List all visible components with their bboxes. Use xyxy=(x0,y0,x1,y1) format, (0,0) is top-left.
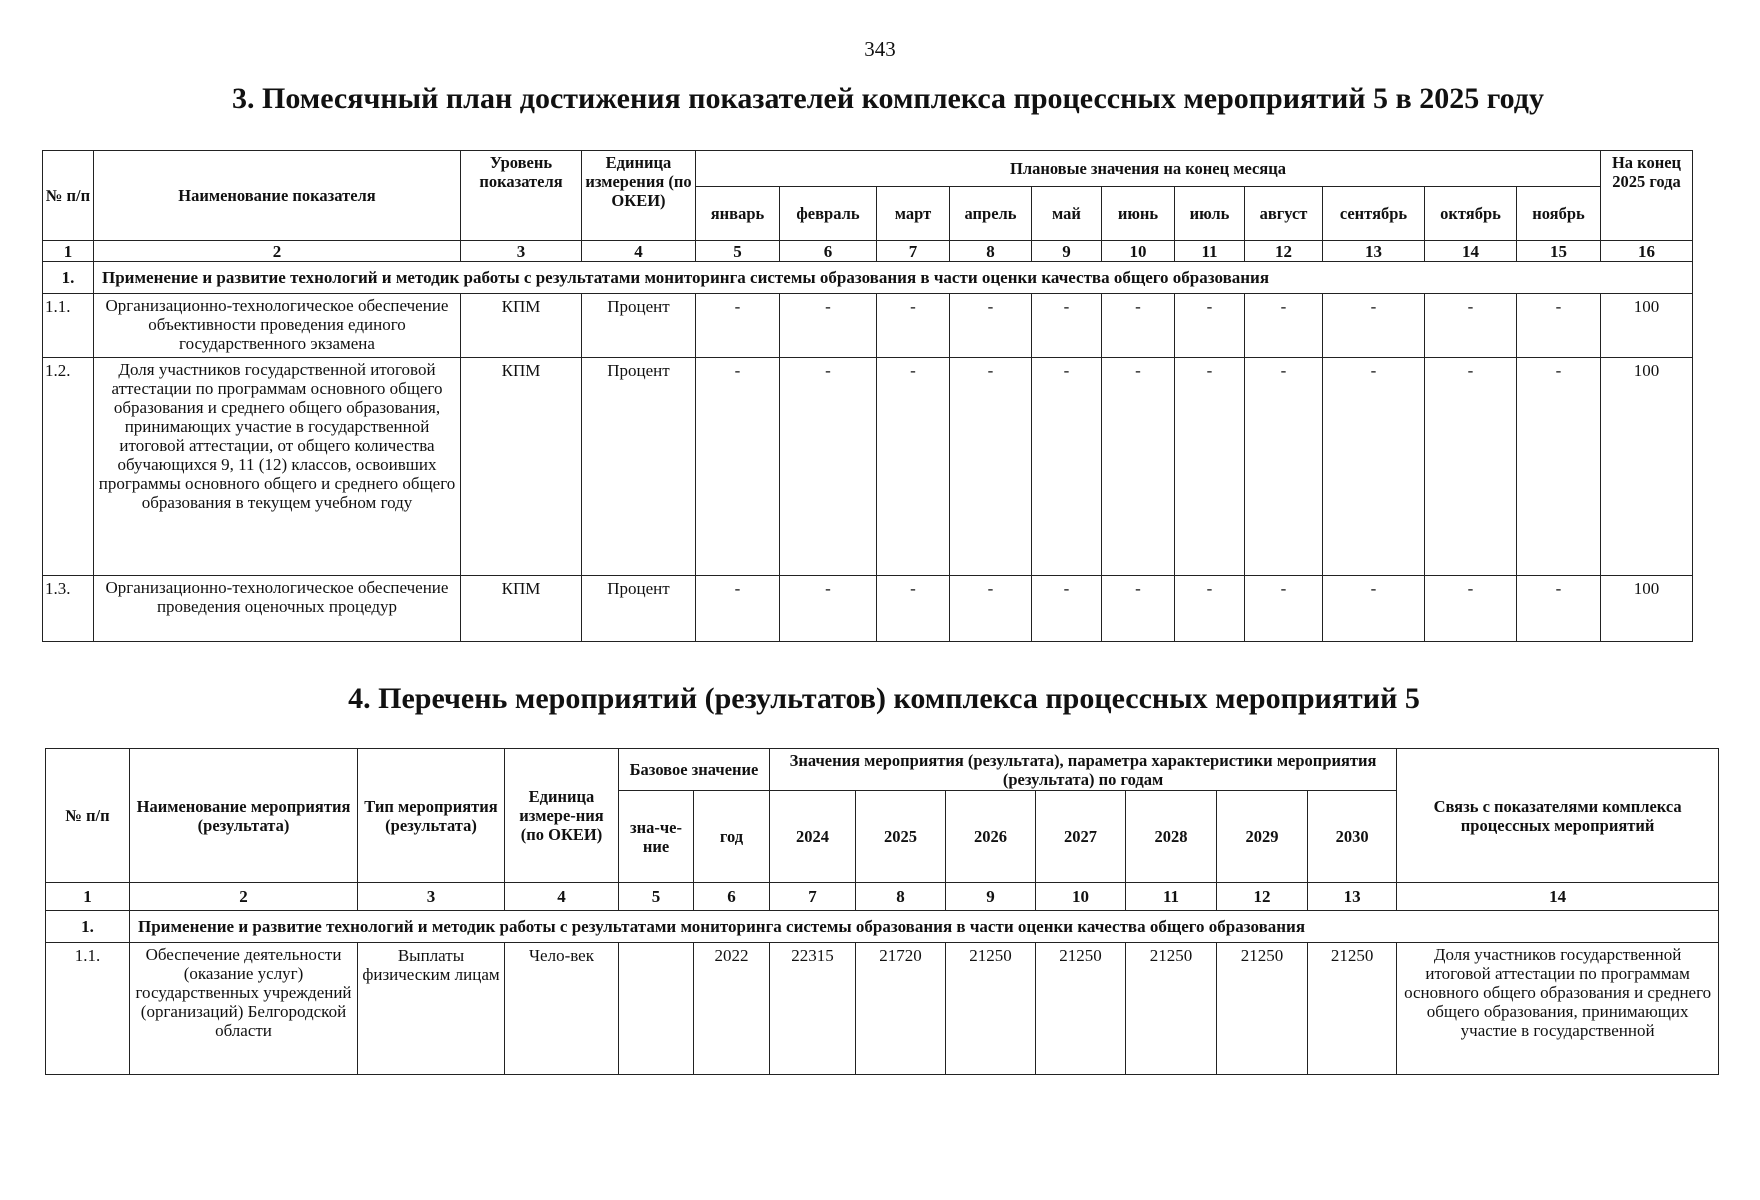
column-number: 5 xyxy=(696,241,780,262)
month-value: - xyxy=(1102,576,1175,642)
year-value: 21250 xyxy=(1126,943,1217,1075)
month-value: - xyxy=(1425,576,1517,642)
section-row xyxy=(46,911,1719,943)
activity-unit: Чело-век xyxy=(505,943,619,1075)
year-header: 2029 xyxy=(1217,791,1308,883)
section-number: 1. xyxy=(46,911,130,943)
month-value: - xyxy=(780,294,877,358)
month-value: - xyxy=(1425,358,1517,576)
column-number: 9 xyxy=(946,883,1036,911)
column-number: 10 xyxy=(1036,883,1126,911)
indicator-level: КПМ xyxy=(461,576,582,642)
column-number: 3 xyxy=(358,883,505,911)
month-value: - xyxy=(1032,294,1102,358)
end-of-year-value: 100 xyxy=(1601,294,1693,358)
column-number: 11 xyxy=(1175,241,1245,262)
month-value: - xyxy=(1517,358,1601,576)
row-number: 1.1. xyxy=(46,943,130,1075)
base-value xyxy=(619,943,694,1075)
month-value: - xyxy=(1102,294,1175,358)
year-header: 2026 xyxy=(946,791,1036,883)
year-header: 2025 xyxy=(856,791,946,883)
row-number: 1.3. xyxy=(43,576,94,642)
column-number: 2 xyxy=(94,241,461,262)
column-number: 14 xyxy=(1397,883,1719,911)
header-activity-type: Тип мероприятия (результата) xyxy=(358,749,505,883)
column-number: 6 xyxy=(780,241,877,262)
year-value: 21250 xyxy=(1217,943,1308,1075)
month-header: сентябрь xyxy=(1323,187,1425,241)
column-number: 6 xyxy=(694,883,770,911)
column-number: 3 xyxy=(461,241,582,262)
activities-table xyxy=(45,748,1719,1075)
column-number: 12 xyxy=(1217,883,1308,911)
month-value: - xyxy=(1032,576,1102,642)
section-number: 1. xyxy=(43,262,94,294)
indicator-level: КПМ xyxy=(461,358,582,576)
header-base-value: Базовое значение xyxy=(619,749,770,791)
column-number: 13 xyxy=(1323,241,1425,262)
table-row xyxy=(43,294,1693,358)
row-number: 1.1. xyxy=(43,294,94,358)
month-value: - xyxy=(1517,294,1601,358)
month-header: февраль xyxy=(780,187,877,241)
header-end-of-year: На конец 2025 года xyxy=(1601,151,1693,241)
month-header: март xyxy=(877,187,950,241)
month-value: - xyxy=(877,294,950,358)
column-number: 12 xyxy=(1245,241,1323,262)
header-base-value-value: зна-че-ние xyxy=(619,791,694,883)
column-number: 1 xyxy=(43,241,94,262)
header-indicator-level: Уровень показателя xyxy=(461,151,582,241)
year-value: 21250 xyxy=(1036,943,1126,1075)
month-value: - xyxy=(1032,358,1102,576)
month-header: январь xyxy=(696,187,780,241)
column-number: 13 xyxy=(1308,883,1397,911)
header-num: № п/п xyxy=(43,151,94,241)
month-value: - xyxy=(877,358,950,576)
header-indicator-name: Наименование показателя xyxy=(94,151,461,241)
month-value: - xyxy=(1245,294,1323,358)
month-value: - xyxy=(780,576,877,642)
month-value: - xyxy=(696,358,780,576)
month-value: - xyxy=(696,576,780,642)
year-header: 2027 xyxy=(1036,791,1126,883)
month-value: - xyxy=(1245,576,1323,642)
year-value: 21250 xyxy=(946,943,1036,1075)
indicator-unit: Процент xyxy=(582,576,696,642)
month-value: - xyxy=(1175,294,1245,358)
year-header: 2028 xyxy=(1126,791,1217,883)
table-row xyxy=(43,576,1693,642)
month-value: - xyxy=(1175,576,1245,642)
indicator-name: Организационно-технологическое обеспечение проведения оценочных процедур xyxy=(94,576,461,642)
column-number: 9 xyxy=(1032,241,1102,262)
column-numbers-row xyxy=(43,241,1693,262)
indicator-name: Доля участников государственной итоговой аттестации по программам основного общего образования и среднего общего образования, принимающих участие в государственной итоговой аттестации, от общего количества обучающихся 9, 11 (12) классов, освоивших программы основного общего и среднего общего образования в текущем учебном году xyxy=(94,358,461,576)
table-row xyxy=(43,358,1693,576)
section-3-title: 3. Помесячный план достижения показателей комплекса процессных мероприятий 5 в 2025 году xyxy=(232,82,1544,115)
year-value: 22315 xyxy=(770,943,856,1075)
column-number: 1 xyxy=(46,883,130,911)
month-value: - xyxy=(1102,358,1175,576)
column-number: 11 xyxy=(1126,883,1217,911)
month-header: август xyxy=(1245,187,1323,241)
month-value: - xyxy=(1425,294,1517,358)
month-value: - xyxy=(950,294,1032,358)
column-numbers-row xyxy=(46,883,1719,911)
section-4-title: 4. Перечень мероприятий (результатов) комплекса процессных мероприятий 5 xyxy=(348,682,1420,715)
base-year: 2022 xyxy=(694,943,770,1075)
column-number: 10 xyxy=(1102,241,1175,262)
month-header: июль xyxy=(1175,187,1245,241)
page-number: 343 xyxy=(864,37,896,61)
table-row xyxy=(46,943,1719,1075)
month-value: - xyxy=(1517,576,1601,642)
month-value: - xyxy=(1323,294,1425,358)
column-number: 2 xyxy=(130,883,358,911)
end-of-year-value: 100 xyxy=(1601,358,1693,576)
column-number: 8 xyxy=(950,241,1032,262)
year-value: 21250 xyxy=(1308,943,1397,1075)
month-value: - xyxy=(950,358,1032,576)
month-value: - xyxy=(1175,358,1245,576)
column-number: 7 xyxy=(770,883,856,911)
month-value: - xyxy=(1323,576,1425,642)
month-header: июнь xyxy=(1102,187,1175,241)
header-base-value-year: год xyxy=(694,791,770,883)
year-header: 2030 xyxy=(1308,791,1397,883)
column-number: 14 xyxy=(1425,241,1517,262)
section-row xyxy=(43,262,1693,294)
month-value: - xyxy=(696,294,780,358)
end-of-year-value: 100 xyxy=(1601,576,1693,642)
header-activity-name: Наименование мероприятия (результата) xyxy=(130,749,358,883)
indicator-unit: Процент xyxy=(582,294,696,358)
linked-indicator: Доля участников государственной итоговой аттестации по программам основного общего образования и среднего общего образования, принимающих участие в государственной xyxy=(1397,943,1719,1075)
header-values-by-year: Значения мероприятия (результата), параметра характеристики мероприятия (результата) по годам xyxy=(770,749,1397,791)
column-number: 4 xyxy=(505,883,619,911)
column-number: 4 xyxy=(582,241,696,262)
month-value: - xyxy=(780,358,877,576)
column-number: 7 xyxy=(877,241,950,262)
month-value: - xyxy=(950,576,1032,642)
column-number: 8 xyxy=(856,883,946,911)
activity-name: Обеспечение деятельности (оказание услуг) государственных учреждений (организаций) Белгородской области xyxy=(130,943,358,1075)
month-header: октябрь xyxy=(1425,187,1517,241)
header-planned-values: Плановые значения на конец месяца xyxy=(696,151,1601,187)
header-unit: Единица измере-ния (по ОКЕИ) xyxy=(505,749,619,883)
row-number: 1.2. xyxy=(43,358,94,576)
year-header: 2024 xyxy=(770,791,856,883)
month-value: - xyxy=(1323,358,1425,576)
month-header: апрель xyxy=(950,187,1032,241)
year-value: 21720 xyxy=(856,943,946,1075)
month-value: - xyxy=(877,576,950,642)
column-number: 16 xyxy=(1601,241,1693,262)
monthly-plan-table xyxy=(42,150,1693,642)
indicator-name: Организационно-технологическое обеспечение объективности проведения единого государственного экзамена xyxy=(94,294,461,358)
month-header: май xyxy=(1032,187,1102,241)
column-number: 5 xyxy=(619,883,694,911)
month-value: - xyxy=(1245,358,1323,576)
activity-type: Выплаты физическим лицам xyxy=(358,943,505,1075)
indicator-unit: Процент xyxy=(582,358,696,576)
month-header: ноябрь xyxy=(1517,187,1601,241)
indicator-level: КПМ xyxy=(461,294,582,358)
header-link-indicators: Связь с показателями комплекса процессных мероприятий xyxy=(1397,749,1719,883)
section-title: Применение и развитие технологий и методик работы с результатами мониторинга системы образования в части оценки качества общего образования xyxy=(130,911,1719,943)
section-title: Применение и развитие технологий и методик работы с результатами мониторинга системы образования в части оценки качества общего образования xyxy=(94,262,1693,294)
column-number: 15 xyxy=(1517,241,1601,262)
header-num: № п/п xyxy=(46,749,130,883)
header-unit: Единица измерения (по ОКЕИ) xyxy=(582,151,696,241)
